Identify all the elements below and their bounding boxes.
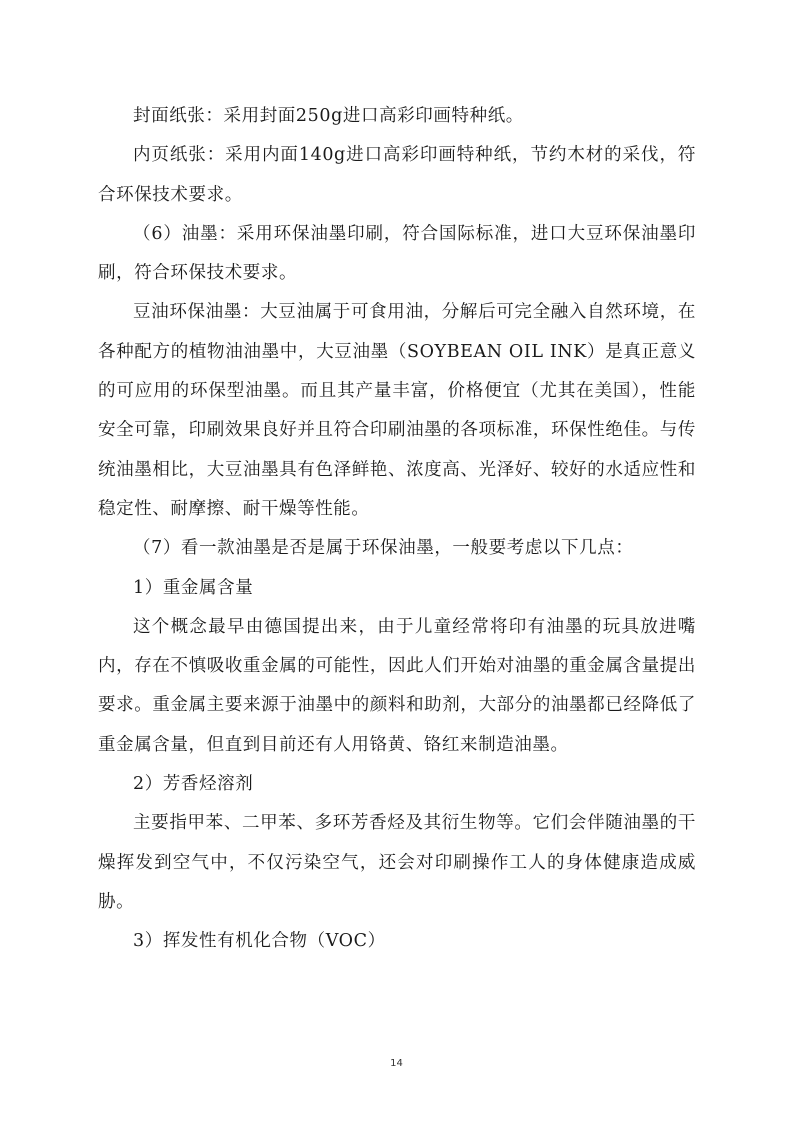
heading-heavy-metals: 1）重金属含量 <box>133 577 254 598</box>
paragraph-eco-ink-criteria: （7）看一款油墨是否是属于环保油墨，一般要考虑以下几点： <box>133 538 634 559</box>
paragraph-soy-ink: 豆油环保油墨：大豆油属于可食用油，分解后可完全融入自然环境，在各种配方的植物油油墨中，大豆油墨（SOYBEAN OIL INK）是真正意义的可应用的环保型油墨。而且其产量丰富，价格便宜（尤其在美国），性能安全可靠，印刷效果良好并且符合印刷油墨的各项标准，环保性绝佳。与传统油墨相比，大豆油墨具有色泽鲜艳、浓度高、光泽好、较好的水适应性和稳定性、耐摩擦、耐干燥等性能。 <box>98 302 696 519</box>
paragraph-heavy-metals: 这个概念最早由德国提出来，由于儿童经常将印有油墨的玩具放进嘴内，存在不慎吸收重金属的可能性，因此人们开始对油墨的重金属含量提出要求。重金属主要来源于油墨中的颜料和助剂，大部分的油墨都已经降低了重金属含量，但直到目前还有人用铬黄、铬红来制造油墨。 <box>98 616 696 755</box>
paragraph-ink: （6）油墨：采用环保油墨印刷，符合国际标准，进口大豆环保油墨印刷，符合环保技术要求。 <box>98 223 696 284</box>
paragraph-aromatic-solvents: 主要指甲苯、二甲苯、多环芳香烃及其衍生物等。它们会伴随油墨的干燥挥发到空气中，不仅污染空气，还会对印刷操作工人的身体健康造成威胁。 <box>98 813 696 912</box>
paragraph-inner-paper: 内页纸张：采用内面140g进口高彩印画特种纸，节约木材的采伐，符合环保技术要求。 <box>98 145 696 205</box>
paragraph-cover-paper: 封面纸张：采用封面250g进口高彩印画特种纸。 <box>133 106 524 126</box>
heading-voc: 3）挥发性有机化合物（VOC） <box>133 931 386 952</box>
heading-aromatic-solvents: 2）芳香烃溶剂 <box>133 774 254 795</box>
page-number: 14 <box>390 1058 403 1069</box>
body-text <box>98 97 696 962</box>
